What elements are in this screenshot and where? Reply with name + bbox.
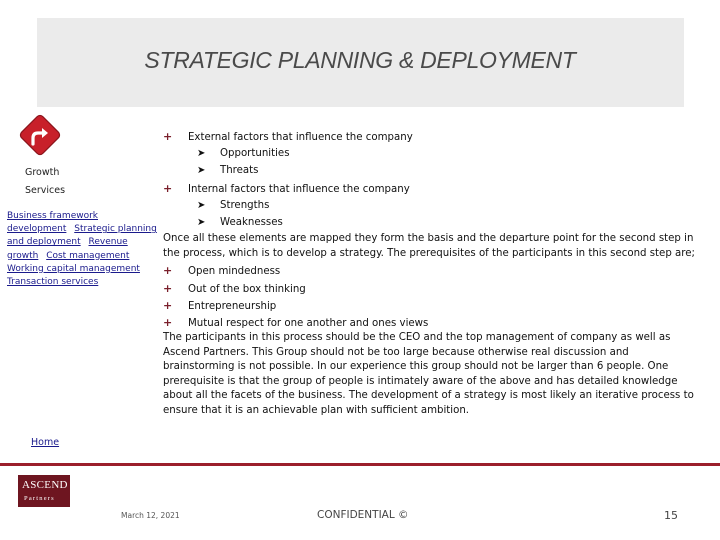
sub-bullet-text: Threats [220,165,259,177]
paragraph-participants: The participants in this process should be the CEO and the top management of company as well as Ascend Partners. This Group should not be too large because otherwise real discussion and brainstorming is not possible. In our experience this group should not be larger than 6 people. One prerequisite is that the group of people is intimately aware of the above and has detailed knowledge about all the facets of the business. The development of a strategy is most likely an iterative process to ensure that it is an achievable plan with sufficient ambition. [163,332,694,417]
footer-divider [0,463,720,466]
paragraph-strategy: Once all these elements are mapped they form the basis and the departure point for the second step in the process, which is to develop a strategy. The prerequisites of the participants in this second step are; [163,233,695,259]
bullet-text: External factors that influence the company [188,132,413,143]
footer-date: March 12, 2021 [121,511,180,520]
slide-title: STRATEGIC PLANNING & DEPLOYMENT [144,47,576,73]
confidential-label: CONFIDENTIAL © [317,509,409,521]
plus-bullet-icon: + [163,298,173,312]
plus-bullet-icon: + [163,264,173,278]
link-working-capital[interactable]: Working capital management [7,263,140,274]
bullet-text: Out of the box thinking [188,283,306,295]
bullet-text: Internal factors that influence the company [188,183,410,195]
link-strategic-planning[interactable]: Strategic planning and deployment [7,224,157,248]
sub-bullet-text: Weaknesses [220,216,283,228]
bullet-text: Open mindedness [188,266,281,278]
link-business-framework[interactable]: Business framework development [7,211,99,235]
bullet-text: Mutual respect for one another and ones views [188,317,429,329]
plus-bullet-icon: + [163,315,173,329]
bullet-open-mindedness [163,262,703,279]
plus-bullet-icon: + [163,281,173,295]
sub-bullet-threats [163,162,703,179]
bullet-text: Entrepreneurship [188,300,277,312]
link-revenue-growth[interactable]: Revenue growth [7,237,128,261]
plus-bullet-icon: + [163,130,173,143]
growth-arrow-icon [18,113,62,157]
bullet-mutual-respect [163,314,703,331]
sub-bullet-text: Strengths [220,199,270,211]
sub-bullet-text: Opportunities [220,148,290,160]
logo-wordmark: ASCEND [22,479,68,491]
sub-bullet-opportunities [163,145,703,162]
sub-bullet-strengths [163,197,703,214]
plus-bullet-icon: + [163,181,173,195]
bullet-entrepreneurship [163,297,703,314]
services-link-list [7,210,157,289]
ascend-partners-logo [18,475,70,507]
bullet-out-of-box [163,280,703,297]
home-link[interactable]: Home [31,437,60,448]
logo-subtext: Partners [24,495,55,502]
arrowhead-bullet-icon: ➤ [197,148,206,160]
services-label: Services [25,185,66,196]
bullet-internal [163,180,703,197]
bullet-external [163,128,703,145]
link-transaction-services[interactable]: Transaction services [7,277,99,288]
growth-label: Growth [25,167,60,178]
sub-bullet-weaknesses [163,214,703,231]
arrowhead-bullet-icon: ➤ [197,199,206,211]
page-number: 15 [664,509,678,522]
arrowhead-bullet-icon: ➤ [197,165,206,177]
content-body [163,128,703,419]
arrowhead-bullet-icon: ➤ [197,216,206,228]
link-cost-management[interactable]: Cost management [46,250,130,261]
